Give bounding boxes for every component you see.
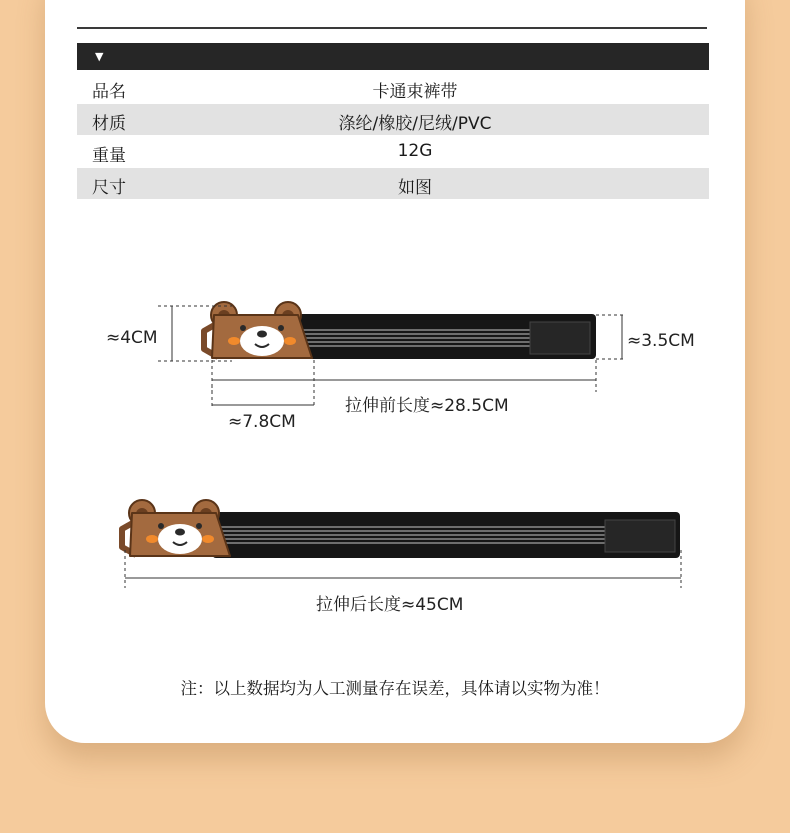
dim-head-width	[212, 360, 314, 408]
spec-key: 品名	[92, 82, 126, 102]
bear-head-unstretched	[204, 302, 312, 358]
spec-value: 12G	[397, 141, 433, 161]
bear-head-stretched	[122, 500, 230, 556]
dim-length-before	[212, 360, 596, 392]
spec-value: 卡通束裤带	[372, 82, 458, 102]
spec-value: 如图	[398, 178, 432, 198]
spec-key: 材质	[92, 114, 126, 134]
label-length-after: 拉伸后长度≈45CM	[316, 595, 464, 615]
band-stretched	[212, 512, 680, 558]
spec-value: 涤纶/橡胶/尼绒/PVC	[338, 114, 492, 134]
spec-key: 重量	[92, 146, 126, 166]
triangle-down-icon: ▼	[95, 50, 104, 63]
label-head-height: ≈4CM	[106, 328, 158, 348]
label-head-width: ≈7.8CM	[228, 412, 296, 432]
dim-band-height	[596, 315, 626, 359]
label-band-height: ≈3.5CM	[627, 331, 695, 351]
spec-key: 尺寸	[92, 178, 126, 198]
label-length-before: 拉伸前长度≈28.5CM	[345, 396, 509, 416]
measurement-note: 注：以上数据均为人工测量存在误差，具体请以实物为准！	[180, 679, 610, 698]
band-unstretched	[296, 314, 596, 359]
